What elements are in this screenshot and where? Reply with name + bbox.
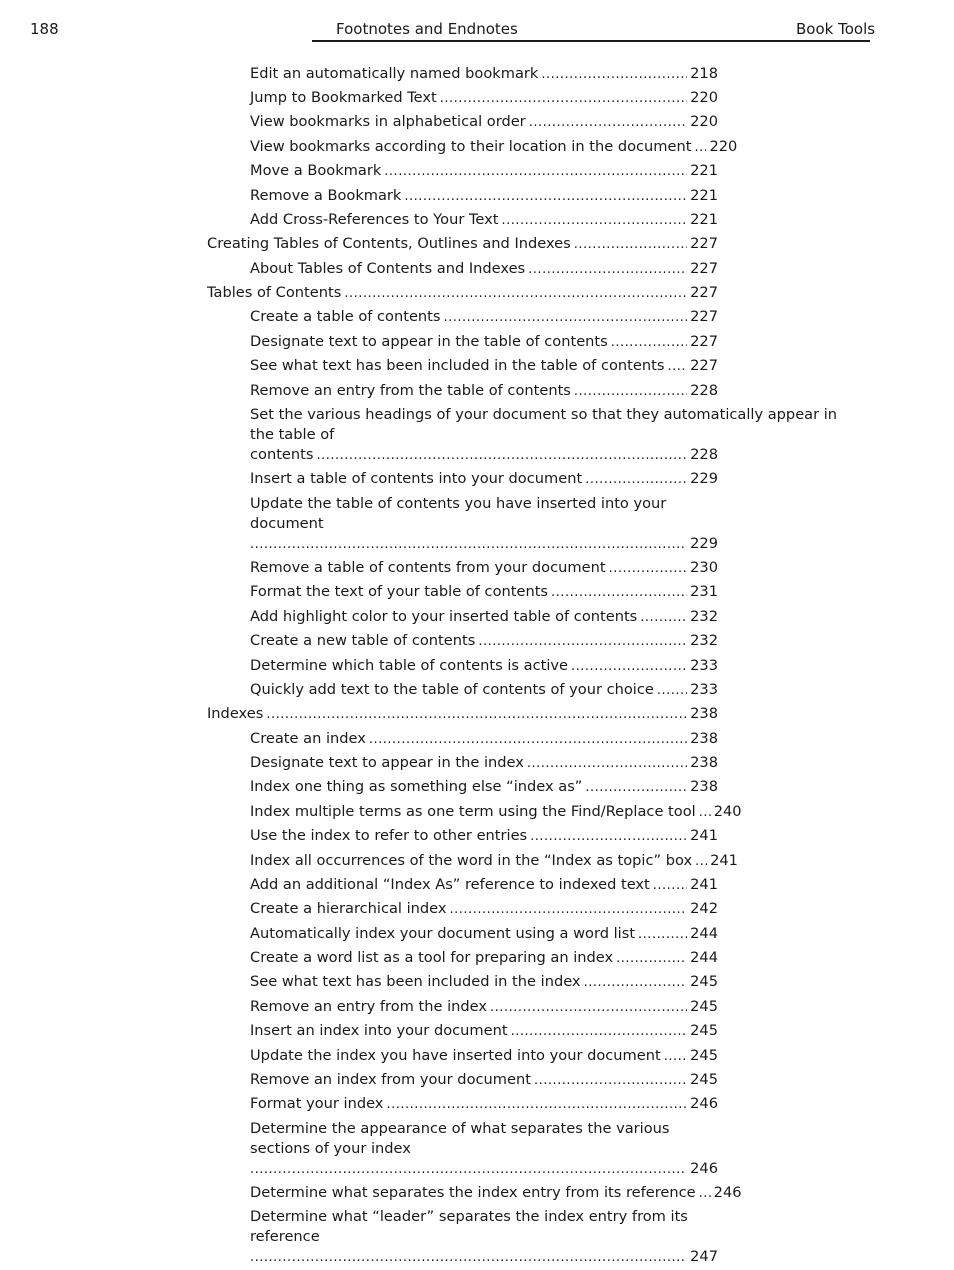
dot-leader bbox=[490, 998, 687, 1018]
toc-entry-title: Create a table of contents bbox=[250, 308, 441, 326]
dot-leader bbox=[657, 681, 687, 701]
toc-section-entry bbox=[207, 281, 718, 305]
toc-page-number: 220 bbox=[690, 113, 718, 131]
toc-entry bbox=[250, 62, 718, 86]
toc-page-number: 246 bbox=[690, 1159, 718, 1177]
toc-page-number: 227 bbox=[690, 259, 718, 277]
toc-entry-row bbox=[250, 558, 718, 579]
toc-entry-row bbox=[250, 997, 718, 1018]
toc-entry bbox=[250, 306, 718, 330]
dot-leader bbox=[250, 1160, 687, 1180]
toc-section-entry bbox=[207, 233, 718, 257]
section-title: Book Tools bbox=[796, 20, 876, 38]
toc-entry-title: Tables of Contents bbox=[207, 284, 342, 302]
dot-leader bbox=[694, 138, 706, 158]
dot-leader bbox=[344, 284, 687, 304]
dot-leader bbox=[667, 357, 687, 377]
toc-page-number: 221 bbox=[690, 186, 718, 204]
dot-leader bbox=[699, 1184, 711, 1204]
toc-entry-row bbox=[250, 64, 718, 85]
dot-leader bbox=[609, 559, 688, 579]
toc-entry bbox=[250, 160, 718, 184]
dot-leader bbox=[386, 1095, 687, 1115]
toc-entry-row bbox=[250, 186, 718, 207]
toc-entry-title: Set the various headings of your document so that they automatically appear in the table of bbox=[250, 405, 838, 443]
toc-page-number: 245 bbox=[690, 1070, 718, 1088]
toc-entry-row bbox=[250, 851, 738, 872]
toc-entry-title: Quickly add text to the table of contents of your choice bbox=[250, 680, 654, 698]
dot-leader bbox=[444, 308, 688, 328]
toc-entry-title: Remove an entry from the index bbox=[250, 997, 488, 1015]
toc-section-entry bbox=[207, 703, 718, 727]
toc-entry-row bbox=[250, 607, 718, 628]
toc-entry-row bbox=[250, 948, 718, 969]
toc-page-number: 232 bbox=[690, 607, 718, 625]
toc-entry bbox=[250, 800, 742, 824]
dot-leader bbox=[530, 827, 687, 847]
toc-page-number: 220 bbox=[709, 137, 738, 155]
toc-entry-row bbox=[250, 259, 718, 280]
toc-page-number: 229 bbox=[690, 470, 718, 488]
toc-entry bbox=[250, 492, 718, 556]
dot-leader bbox=[551, 583, 687, 603]
toc-entry-row bbox=[250, 1183, 742, 1204]
toc-page-number: 218 bbox=[690, 64, 718, 82]
dot-leader bbox=[699, 803, 711, 823]
toc-entry-title: View bookmarks according to their location in the document bbox=[250, 137, 692, 155]
toc-entry-title-continued: contents bbox=[250, 445, 314, 463]
toc-entry bbox=[250, 605, 718, 629]
toc-page-number: 245 bbox=[690, 1022, 718, 1040]
dot-leader bbox=[534, 1071, 687, 1091]
toc-entry bbox=[250, 184, 718, 208]
toc-entry-row bbox=[250, 161, 718, 182]
toc-page-number: 221 bbox=[690, 210, 718, 228]
toc-entry-title: Remove a table of contents from your document bbox=[250, 559, 606, 577]
toc-entry-title: Jump to Bookmarked Text bbox=[250, 89, 437, 107]
toc-page-number: 232 bbox=[690, 632, 718, 650]
toc-page-number: 240 bbox=[713, 802, 742, 820]
toc-entry-title: Insert an index into your document bbox=[250, 1022, 508, 1040]
dot-leader bbox=[250, 535, 687, 555]
toc-entry-title: About Tables of Contents and Indexes bbox=[250, 259, 526, 277]
toc-page-number: 247 bbox=[690, 1248, 718, 1266]
toc-entry-title: Add an additional “Index As” reference to indexed text bbox=[250, 875, 650, 893]
toc-entry-title: Remove an index from your document bbox=[250, 1070, 531, 1088]
toc-entry bbox=[250, 971, 718, 995]
toc-entry-title: Update the index you have inserted into your document bbox=[250, 1046, 661, 1064]
toc-entry-row bbox=[250, 307, 718, 328]
toc-entry-title: Determine what separates the index entry from its reference bbox=[250, 1184, 696, 1202]
toc-entry bbox=[250, 111, 718, 135]
toc-entry-title: Remove a Bookmark bbox=[250, 186, 402, 204]
toc-entry-title: Designate text to appear in the index bbox=[250, 754, 524, 772]
toc-page-number: 241 bbox=[690, 875, 718, 893]
toc-entry bbox=[250, 1044, 718, 1068]
dot-leader bbox=[450, 900, 688, 920]
page-number: 188 bbox=[30, 20, 59, 38]
toc-page-number: 241 bbox=[690, 827, 718, 845]
dot-leader bbox=[571, 657, 687, 677]
toc-entry bbox=[250, 898, 718, 922]
dot-leader bbox=[266, 705, 687, 725]
toc-entry-row bbox=[250, 445, 718, 466]
toc-entry bbox=[250, 355, 718, 379]
toc-entry-row bbox=[207, 234, 718, 255]
toc-entry bbox=[250, 849, 738, 873]
toc-entry bbox=[250, 135, 738, 159]
toc-entry bbox=[250, 873, 718, 897]
toc-entry-title: Create a word list as a tool for preparing an index bbox=[250, 949, 614, 967]
toc-entry-row bbox=[250, 656, 718, 677]
toc-entry bbox=[250, 776, 718, 800]
dot-leader bbox=[384, 162, 687, 182]
toc-entry-row bbox=[250, 1094, 718, 1115]
dot-leader bbox=[638, 925, 687, 945]
toc-entry bbox=[250, 995, 718, 1019]
dot-leader bbox=[584, 973, 688, 993]
toc-entry-title: Indexes bbox=[207, 705, 264, 723]
toc-entry-title: Index multiple terms as one term using the Find/Replace tool bbox=[250, 802, 696, 820]
toc-page-number: 238 bbox=[690, 754, 718, 772]
toc-entry bbox=[250, 468, 718, 492]
dot-leader bbox=[585, 470, 687, 490]
toc-entry bbox=[250, 1117, 718, 1181]
toc-page-number: 221 bbox=[690, 162, 718, 180]
dot-leader bbox=[585, 778, 687, 798]
toc-entry bbox=[250, 1206, 718, 1270]
toc-entry bbox=[250, 946, 718, 970]
toc-page-number: 231 bbox=[690, 583, 718, 601]
toc-entry-row bbox=[250, 88, 718, 109]
toc-entry-row bbox=[250, 875, 718, 896]
toc-page-number: 241 bbox=[710, 851, 738, 869]
toc-entry-title: View bookmarks in alphabetical order bbox=[250, 113, 526, 131]
dot-leader bbox=[316, 446, 687, 466]
toc-entry-title: Create a new table of contents bbox=[250, 632, 476, 650]
toc-entry-row bbox=[250, 924, 718, 945]
toc-entry-title: Format the text of your table of contents bbox=[250, 583, 549, 601]
dot-leader bbox=[574, 382, 687, 402]
toc-entry-row bbox=[250, 826, 718, 847]
chapter-title: Footnotes and Endnotes bbox=[336, 20, 518, 38]
dot-leader bbox=[528, 260, 687, 280]
toc-entry bbox=[250, 630, 718, 654]
toc-entry bbox=[250, 556, 718, 580]
toc-entry-row bbox=[250, 582, 718, 603]
toc-entry bbox=[250, 581, 718, 605]
toc-entry-title: Insert a table of contents into your document bbox=[250, 470, 583, 488]
toc-entry-row bbox=[250, 137, 738, 158]
toc-entry-row bbox=[250, 777, 718, 798]
toc-page-number: 229 bbox=[690, 534, 718, 552]
toc-entry-row bbox=[250, 332, 718, 353]
toc-entry-title: Add highlight color to your inserted table of contents bbox=[250, 607, 638, 625]
dot-leader bbox=[527, 754, 687, 774]
toc-page-number: 220 bbox=[690, 89, 718, 107]
dot-leader bbox=[440, 89, 687, 109]
toc-page-number: 246 bbox=[690, 1095, 718, 1113]
toc-page-number: 227 bbox=[690, 308, 718, 326]
dot-leader bbox=[369, 730, 687, 750]
toc-page-number: 238 bbox=[690, 778, 718, 796]
toc-entry bbox=[250, 751, 718, 775]
toc-entry-title: Remove an entry from the table of contents bbox=[250, 381, 571, 399]
toc-entry bbox=[250, 825, 718, 849]
toc-entry-row bbox=[250, 899, 718, 920]
toc-entry bbox=[250, 727, 718, 751]
toc-entry-row bbox=[207, 283, 718, 304]
toc-entry-title: Determine what “leader” separates the index entry from its reference bbox=[250, 1208, 688, 1246]
toc-entry-row bbox=[250, 1070, 718, 1091]
toc-entry bbox=[250, 922, 718, 946]
toc-entry-row bbox=[250, 1046, 718, 1067]
toc-entry-row bbox=[250, 534, 718, 555]
toc-entry-title: Index one thing as something else “index as” bbox=[250, 778, 583, 796]
dot-leader bbox=[511, 1022, 688, 1042]
toc-entry-title: See what text has been included in the index bbox=[250, 973, 581, 991]
toc-page-number: 244 bbox=[690, 949, 718, 967]
toc-entry-row bbox=[250, 469, 718, 490]
toc-entry-row bbox=[250, 356, 718, 377]
toc-entry-row bbox=[250, 802, 742, 823]
toc-entry bbox=[250, 1020, 718, 1044]
toc-entry bbox=[250, 208, 718, 232]
toc-entry-row bbox=[250, 112, 718, 133]
toc-page-number: 233 bbox=[690, 656, 718, 674]
toc-entry-row bbox=[250, 631, 718, 652]
toc-entry-title: Move a Bookmark bbox=[250, 162, 382, 180]
toc-entry-title: Create a hierarchical index bbox=[250, 900, 447, 918]
toc-entry-title: Determine which table of contents is active bbox=[250, 656, 569, 674]
dot-leader bbox=[640, 608, 687, 628]
toc-entry-row bbox=[250, 1021, 718, 1042]
toc-page-number: 244 bbox=[690, 924, 718, 942]
toc-entry bbox=[250, 379, 718, 403]
toc-entry bbox=[250, 1181, 742, 1205]
toc-entry-title: Automatically index your document using a word list bbox=[250, 924, 636, 942]
dot-leader bbox=[611, 333, 687, 353]
header-rule bbox=[312, 40, 870, 42]
dot-leader bbox=[653, 876, 687, 896]
toc-entry bbox=[250, 654, 718, 678]
toc-entry-title: See what text has been included in the table of contents bbox=[250, 357, 665, 375]
dot-leader bbox=[529, 113, 687, 133]
toc-page-number: 227 bbox=[690, 284, 718, 302]
toc-entry-title: Determine the appearance of what separates the various sections of your index bbox=[250, 1119, 670, 1157]
toc-entry bbox=[250, 1093, 718, 1117]
toc-entry bbox=[250, 1068, 718, 1092]
toc-entry-row bbox=[207, 704, 718, 725]
toc-page-number: 245 bbox=[690, 1046, 718, 1064]
dot-leader bbox=[541, 65, 687, 85]
toc-entry-title: Add Cross-References to Your Text bbox=[250, 210, 499, 228]
toc-page-number: 227 bbox=[690, 357, 718, 375]
toc-entry bbox=[250, 86, 718, 110]
toc-entry-row bbox=[250, 381, 718, 402]
toc-entry-title: Edit an automatically named bookmark bbox=[250, 64, 539, 82]
toc-entry-row bbox=[250, 210, 718, 231]
table-of-contents-list bbox=[0, 62, 954, 1270]
toc-page-number: 233 bbox=[690, 680, 718, 698]
toc-entry-row bbox=[250, 972, 718, 993]
dot-leader bbox=[695, 852, 707, 872]
toc-page-number: 238 bbox=[690, 705, 718, 723]
toc-page-number: 242 bbox=[690, 900, 718, 918]
toc-page-number: 238 bbox=[690, 729, 718, 747]
toc-entry bbox=[250, 257, 718, 281]
dot-leader bbox=[664, 1047, 687, 1067]
dot-leader bbox=[616, 949, 687, 969]
dot-leader bbox=[404, 187, 687, 207]
toc-page-number: 230 bbox=[690, 559, 718, 577]
toc-page-number: 228 bbox=[690, 381, 718, 399]
dot-leader bbox=[250, 1248, 687, 1268]
toc-entry-row bbox=[250, 680, 718, 701]
toc-page-number: 227 bbox=[690, 235, 718, 253]
toc-entry-title: Update the table of contents you have inserted into your document bbox=[250, 494, 667, 532]
toc-entry bbox=[250, 403, 864, 467]
dot-leader bbox=[574, 235, 687, 255]
toc-page-number: 246 bbox=[713, 1184, 742, 1202]
toc-page-number: 245 bbox=[690, 973, 718, 991]
dot-leader bbox=[502, 211, 688, 231]
dot-leader bbox=[478, 632, 687, 652]
toc-entry-title: Index all occurrences of the word in the “Index as topic” box bbox=[250, 851, 693, 869]
toc-entry-title: Designate text to appear in the table of contents bbox=[250, 332, 608, 350]
toc-entry-title: Create an index bbox=[250, 729, 366, 747]
toc-entry bbox=[250, 678, 718, 702]
toc-entry-row bbox=[250, 753, 718, 774]
toc-entry bbox=[250, 330, 718, 354]
toc-entry-row bbox=[250, 1159, 718, 1180]
toc-page-number: 227 bbox=[690, 332, 718, 350]
toc-entry-title: Format your index bbox=[250, 1095, 384, 1113]
toc-entry-title: Creating Tables of Contents, Outlines and Indexes bbox=[207, 235, 571, 253]
toc-entry-title: Use the index to refer to other entries bbox=[250, 827, 528, 845]
toc-entry-row bbox=[250, 1247, 718, 1268]
toc-page-number: 245 bbox=[690, 997, 718, 1015]
toc-page-number: 228 bbox=[690, 445, 718, 463]
toc-entry-row bbox=[250, 729, 718, 750]
